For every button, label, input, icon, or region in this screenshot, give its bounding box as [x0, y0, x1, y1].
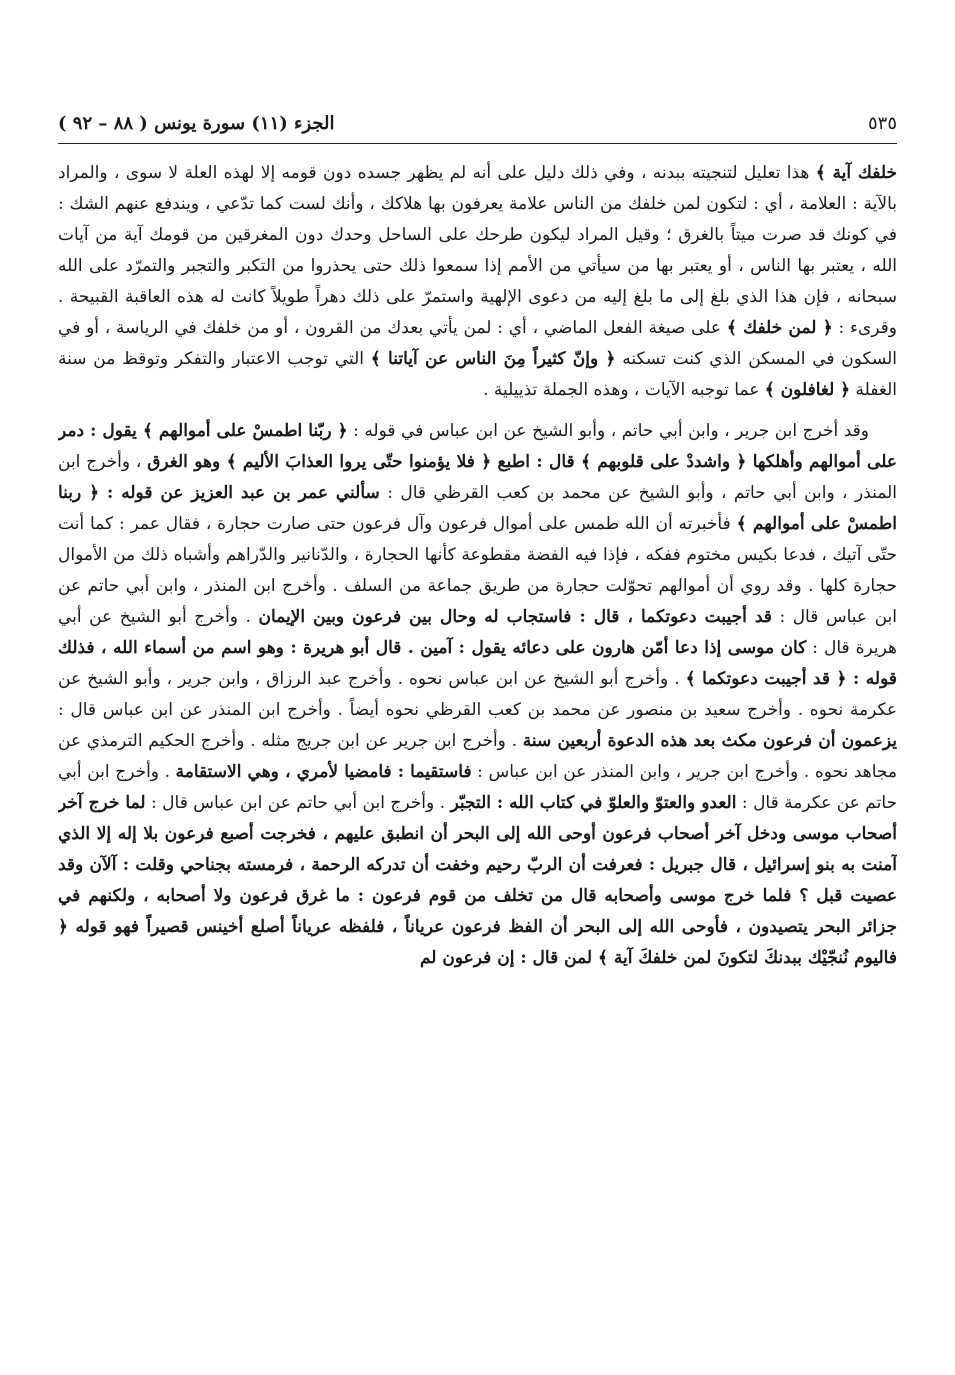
text-run: . وأخرج ابن أبي حاتم عن ابن عباس قال :: [145, 793, 451, 813]
text-run: هذا تعليل لتنجيته ببدنه ، وفي ذلك دليل على أنه لم يظهر جسده دون قومه إلا لهذه العلة لا سوى ، والمراد بالآية : العلامة ، أي : لتكون لمن خلفك من الناس علامة يعرفون بها هلاكك ، وأنك لست كما تدّعي ، ويندفع عنهم الشك : في كونك قد صرت ميتاً بالغرق ؛ وقيل المراد ليكون طرحك على الساحل وحدك دون المغرقين من قومك آية من آيات الله ، يعتبر بها الناس ، أو يعتبر بها من سيأتي من الأمم إذا سمعوا ذلك حتى يحذروا من التكبر والتجبر والتمرّد على الله سبحانه ، فإن هذا الذي بلغ إلى ما بلغ إليه من دعوى الإلهية واستمرّ على ذلك دهراً طويلاً كانت له هذه العاقبة القبيحة . وقرىء :: [58, 163, 897, 338]
bold-run: ﴿ ربّنا اطمسْ على أموالهم ﴾ يقول : دمر على أموالهم وأهلكها ﴿ واشددْ على قلوبهم ﴾ قال : اطبع ﴿ فلا يؤمنوا حتّى يروا العذابَ الأليم ﴾ وهو الغرق: [58, 421, 897, 472]
text-run: فأخبرته أن الله طمس على أموال فرعون وآل فرعون حتى صارت حجارة ، فقال عمر : كما أنت حتّى آتيك ، فدعا بكيس مختوم ففكه ، فإذا فيه الفضة مقطوعة كأنها الحجارة ، والدّنانير والدّراهم وأشباه ذلك من الأموال حجارة كلها . وقد روي أن أموالهم تحوّلت حجارة من طريق جماعة من السلف . وأخرج ابن المنذر ، وابن أبي حاتم عن ابن عباس قال :: [58, 514, 897, 627]
bold-run: فاستقيما : فامضيا لأمري ، وهي الاستقامة: [175, 762, 472, 782]
quran-quote: ﴿ لمن خلفك ﴾: [726, 318, 833, 338]
text-run: . وأخرج أبو الشيخ عن ابن عباس نحوه . وأخرج عبد الرزاق ، وابن جرير ، وأبو الشيخ عن عكرمة نحوه . وأخرج سعيد بن منصور عن محمد بن كعب القرظي نحوه أيضاً . وأخرج ابن المنذر عن ابن عباس قال :: [58, 669, 897, 720]
bold-run: العدو والعتوّ والعلوّ في كتاب الله : التجبّر: [450, 793, 737, 813]
bold-run: سألني عمر بن عبد العزيز عن قوله : ﴿ ربنا اطمسْ على أموالهم ﴾: [58, 483, 897, 534]
paragraph-2-text: [58, 416, 897, 974]
text-run: وقد أخرج ابن جرير ، وابن أبي حاتم ، وأبو الشيخ عن ابن عباس في قوله :: [347, 421, 869, 441]
bold-run: كان موسى إذا دعا أمّن هارون على دعائه يقول : آمين . قال أبو هريرة : وهو اسم من أسماء الله ، فذلك قوله : ﴿ قد أجيبت دعوتكما ﴾: [58, 638, 897, 689]
quran-quote: خلفك آية ﴾: [815, 163, 897, 183]
text-run: ، وأخرج ابن المنذر ، وابن أبي حاتم ، وأبو الشيخ عن محمد بن كعب القرظي قال :: [58, 452, 897, 503]
text-run: على صيغة الفعل الماضي ، أي : لمن يأتي بعدك من القرون ، أو من خلفك في الرياسة ، أو في السكون في المسكن الذي كنت تسكنه: [58, 318, 897, 369]
text-run: . وأخرج ابن أبي حاتم عن عكرمة قال :: [58, 762, 897, 813]
running-title: الجزء (١١) سورة يونس ( ٨٨ – ٩٢ ): [58, 112, 335, 134]
text-run: التي توجب الاعتبار والتفكر وتوقظ من سنة الغفلة: [58, 349, 897, 400]
quran-quote: ﴿ وإنّ كثيراً مِنَ الناس عن آياتنا ﴾: [370, 349, 616, 369]
text-run: عما توجبه الآيات ، وهذه الجملة تذييلية .: [483, 380, 765, 400]
paragraph-2: [58, 416, 897, 974]
header-rule: [58, 143, 897, 144]
text-run: . وأخرج ابن جرير عن ابن جريج مثله . وأخرج الحكيم الترمذي عن مجاهد نحوه . وأخرج ابن جرير ، وابن المنذر عن ابن عباس :: [58, 731, 897, 782]
page-body: [58, 158, 897, 1343]
paragraph-1: [58, 158, 897, 406]
bold-run: لما خرج آخر أصحاب موسى ودخل آخر أصحاب فرعون أوحى الله إلى البحر أن انطبق عليهم ، فخرجت أصبع فرعون بلا إله إلا الذي آمنت به بنو إسرائيل ، قال جبريل : فعرفت أن الربّ رحيم وخفت أن تدركه الرحمة ، فرمسته بجناحي وقلت : آلآن وقد عصيت قبل ؟ فلما خرج موسى وأصحابه قال من تخلف من قوم فرعون : ما غرق فرعون ولا أصحابه ، ولكنهم في جزائر البحر يتصيدون ، فأوحى الله إلى البحر أن الفظ فرعون عرياناً ، فلفظه عرياناً أصلع أخينس قصيراً فهو قوله ﴿ فاليوم نُنجّيْك ببدنكَ لتكونَ لمن خلفكَ آية ﴾ لمن قال : إن فرعون لم: [58, 793, 897, 968]
bold-run: يزعمون أن فرعون مكث بعد هذه الدعوة أربعين سنة: [522, 731, 897, 751]
bold-run: قد أجيبت دعوتكما ، قال : فاستجاب له وحال بين فرعون وبين الإيمان: [258, 607, 772, 627]
paragraph-1-text: [58, 158, 897, 406]
text-run: . وأخرج أبو الشيخ عن أبي هريرة قال :: [58, 607, 897, 658]
quran-quote: ﴿ لغافلون ﴾: [764, 380, 851, 400]
page-number: ٥٣٥: [867, 112, 897, 134]
page-header: [58, 106, 897, 140]
